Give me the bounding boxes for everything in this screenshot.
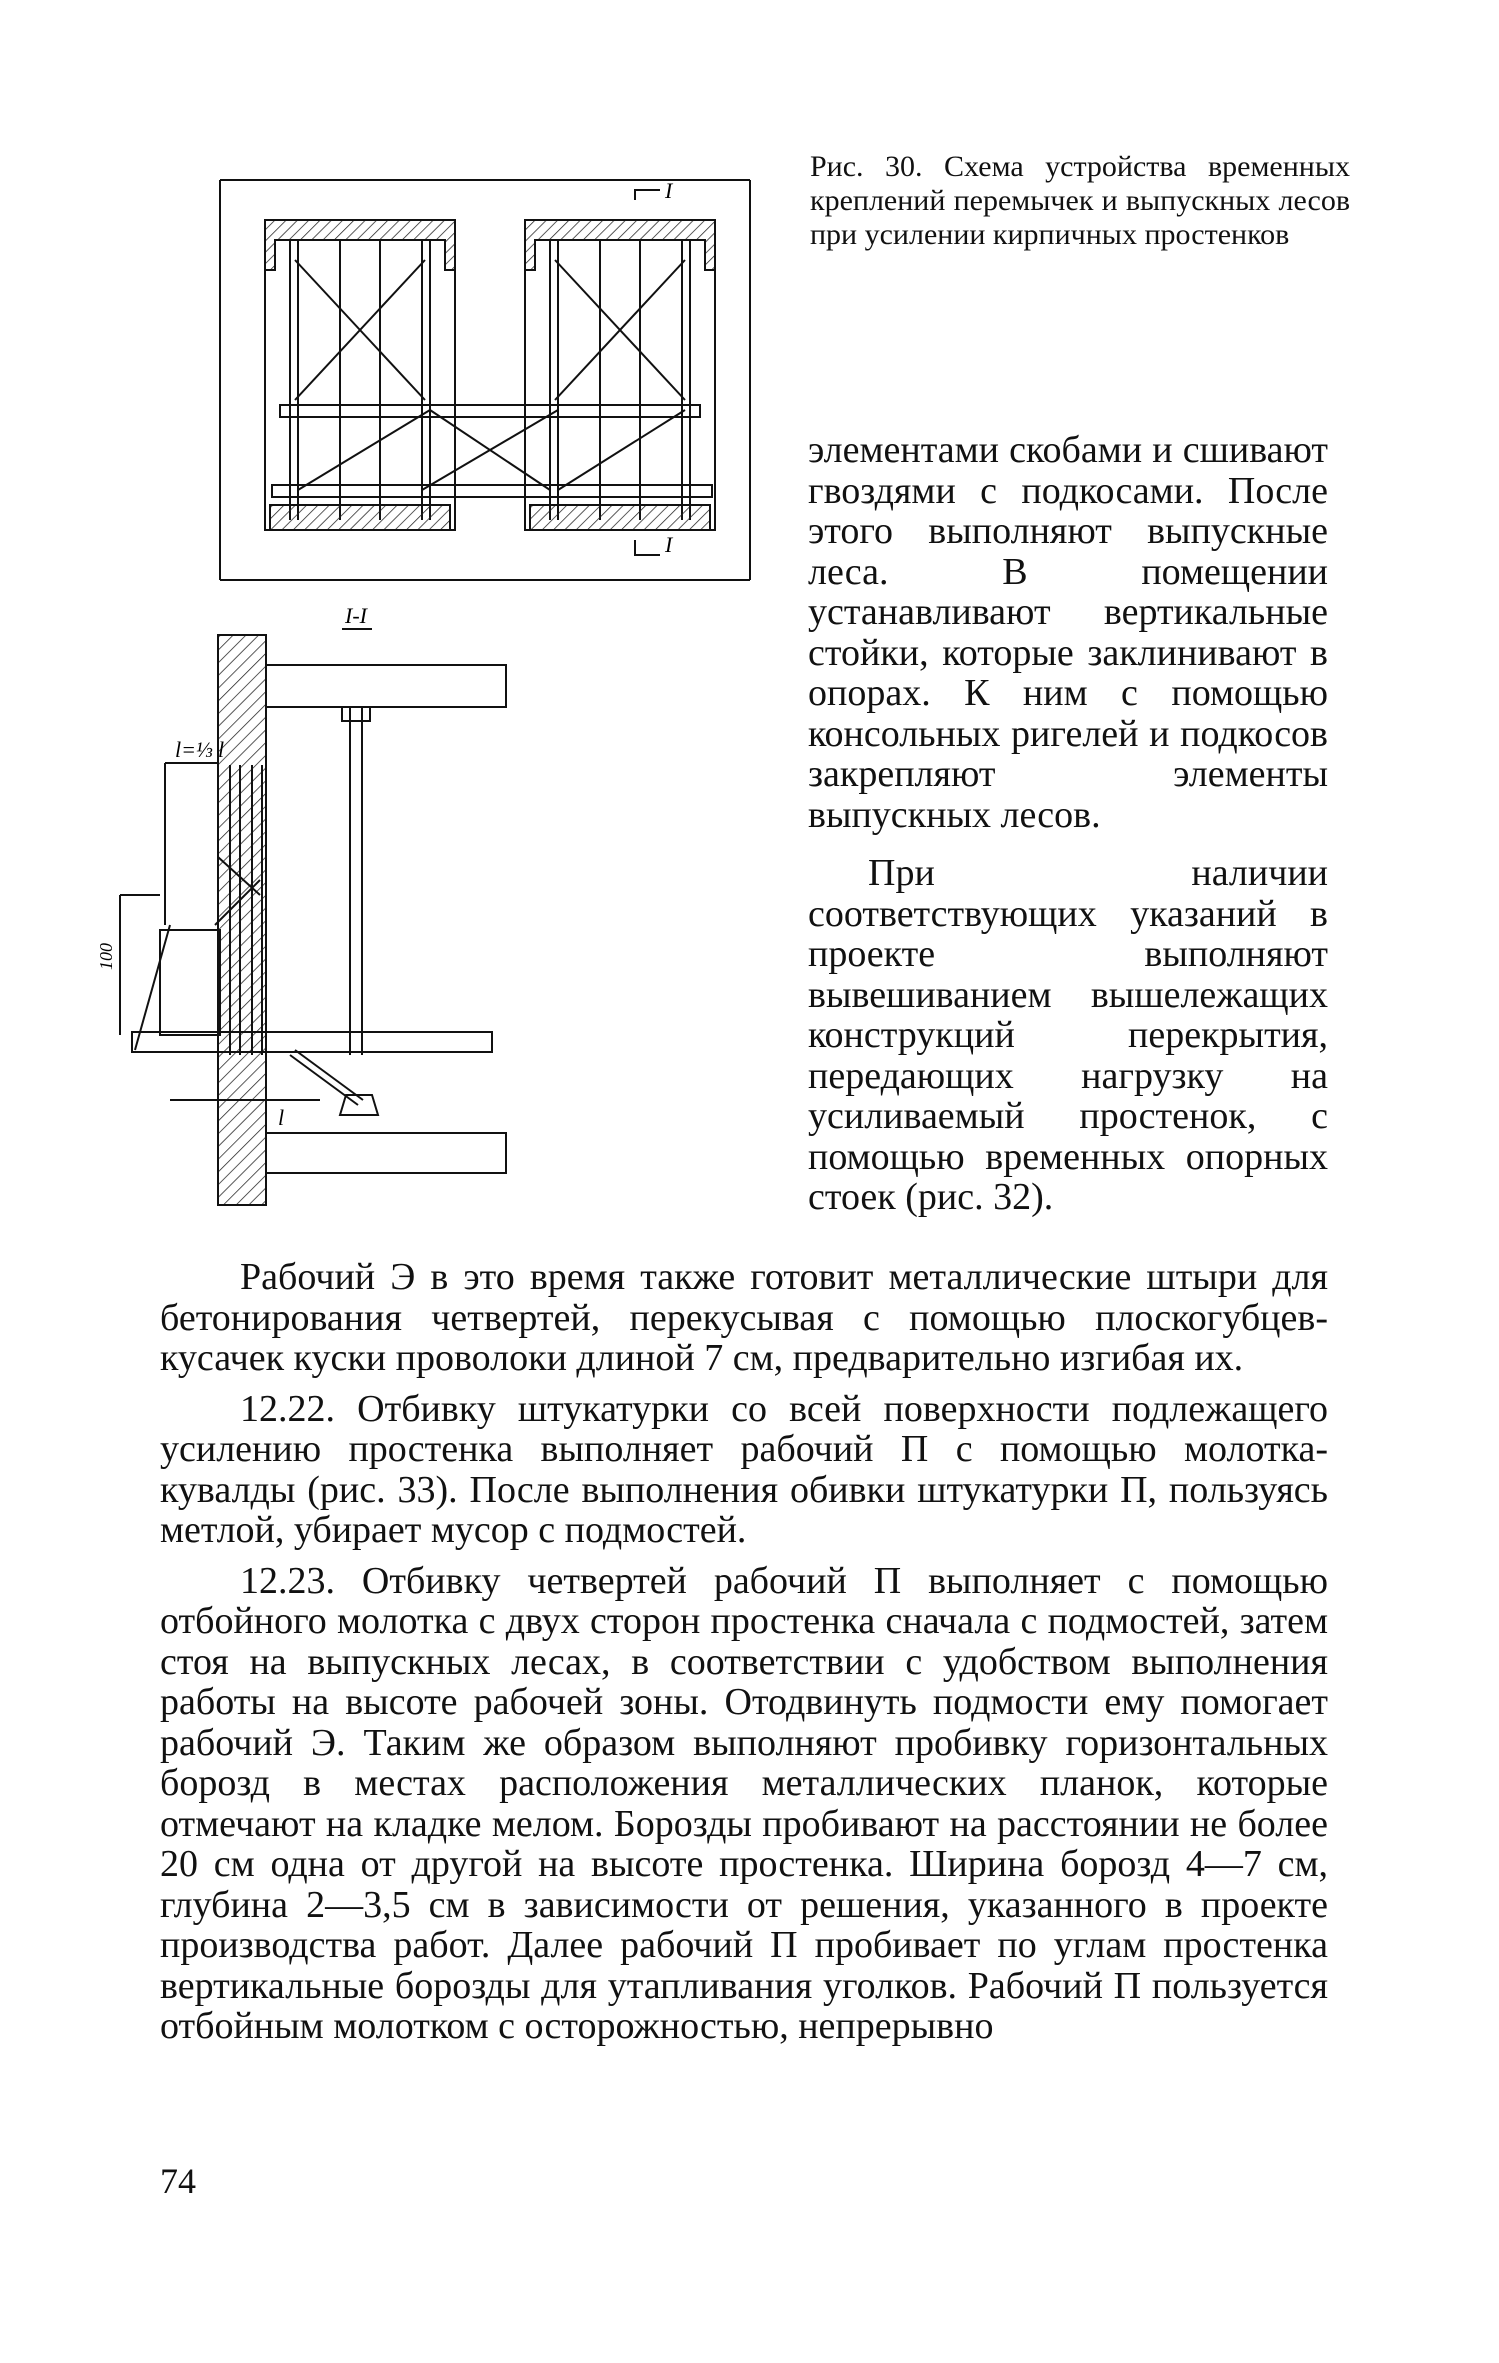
dim-bottom-label: l [278,1105,285,1130]
section-top-mark: I [665,178,673,203]
dim-side-label: 100 [96,943,116,970]
body-text [160,1257,1328,2057]
figure-elevation-drawing [210,160,770,595]
side-paragraph-1: элементами скобами и сшивают гвоздями с подкосами. После этого выполняют выпускные леса. В помещении устанавливают вертикальные стойки, которые заклинивают в опорах. К ним с помощью консольных ригелей и подкосов закрепляют элементы выпускных лесов. [808,429,1328,836]
section-bottom-mark: I [665,532,673,557]
body-paragraph-1: Рабочий Э в это время также готовит металлические штыри для бетонирования четвертей, перекусывая с помощью плоскогубцев-кусачек куски проволоки длиной 7 см, предварительно изгибая их. [160,1256,1328,1379]
figure-caption [810,150,1350,252]
side-column-text [808,430,1328,1218]
body-paragraph-3: 12.23. Отбивку четвертей рабочий П выполняет с помощью отбойного молотка с двух сторон простенка сначала с подмостей, затем стоя на выпускных лесах, в соответствии с удобством выполнения работы на высоте рабочей зоны. Отодвинуть подмости ему помогает рабочий Э. Таким же образом выполняют пробивку горизонтальных борозд в местах расположения металлических планок, которые отмечают на кладке мелом. Борозды пробивают на расстоянии не более 20 см одна от другой на высоте простенка. Ширина борозд 4—7 см, глубина 2—3,5 см в зависимости от решения, указанного в проекте производства работ. Далее рабочий П пробивает по углам простенка вертикальные борозды для утапливания уголков. Рабочий П пользуется отбойным молотком с осторожностью, непрерывно [160,1559,1328,2047]
figure-caption-text: Схема устройства временных креплений перемычек и выпускных лесов при усилении кирпичных простенков [810,150,1351,251]
section-label: I-I [345,603,367,628]
dim-top-label: l=⅓ l [175,737,225,762]
page-number: 74 [160,2161,196,2201]
side-paragraph-2: При наличии соответствующих указаний в проекте выполняют вывешиванием вышележащих конструкций перекрытия, передающих нагрузку на усиливаемый простенок, с помощью временных опорных стоек (рис. 32). [808,852,1328,1218]
body-paragraph-2: 12.22. Отбивку штукатурки со всей поверхности подлежащего усилению простенка выполняет рабочий П с помощью молотка-кувалды (рис. 33). После выполнения обивки штукатурки П, пользуясь метлой, убирает мусор с подмостей. [160,1387,1328,1551]
figure-caption-label: Рис. 30. [810,150,923,183]
figure-section-drawing [96,595,600,1210]
